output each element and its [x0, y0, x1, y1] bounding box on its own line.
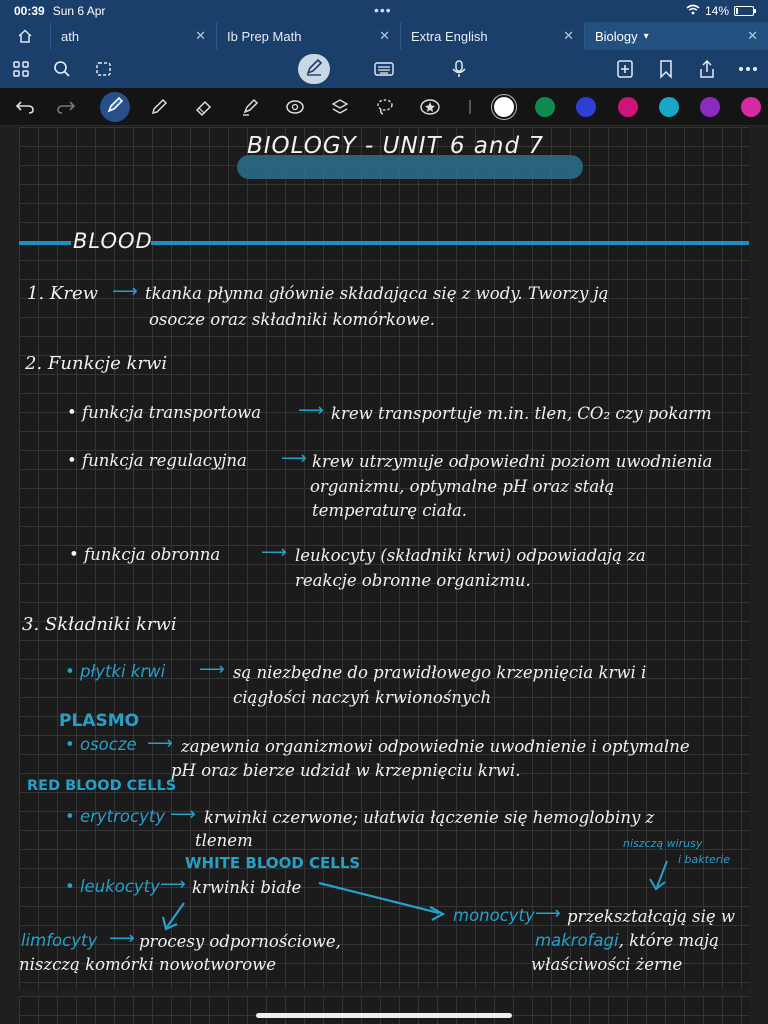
- status-date: Sun 6 Apr: [52, 4, 106, 18]
- bullet-erythrocytes-text-2: tlenem: [195, 831, 253, 850]
- color-swatch-blue[interactable]: [576, 97, 596, 117]
- status-time: 00:39: [14, 4, 45, 18]
- add-page-icon[interactable]: [614, 58, 636, 80]
- monocytes-text-3: , które mają: [618, 931, 719, 950]
- eraser-icon[interactable]: [193, 96, 215, 118]
- arrow-icon: ⟶: [112, 281, 138, 302]
- section-heading: BLOOD: [73, 229, 153, 253]
- arrow-icon: ⟶: [109, 928, 135, 949]
- keyboard-icon[interactable]: [373, 58, 395, 80]
- bullet-leukocytes-text: krwinki białe: [192, 878, 302, 897]
- multitasking-dots-icon[interactable]: •••: [374, 2, 392, 18]
- monocytes-text: przekształcają się w: [567, 907, 736, 926]
- sticker-icon[interactable]: [419, 96, 441, 118]
- tab-bar: [0, 22, 768, 50]
- highlighter-icon[interactable]: [239, 96, 261, 118]
- app-toolbar: [0, 50, 768, 88]
- battery-fill: [736, 8, 738, 14]
- annotation-destroys-2: i bakterie: [678, 853, 731, 866]
- tab-ib-prep-math[interactable]: [216, 22, 400, 50]
- toolbar-divider: [469, 100, 471, 114]
- color-swatch-pink[interactable]: [741, 97, 761, 117]
- arrow-icon: ⟶: [281, 448, 307, 469]
- search-icon[interactable]: [51, 58, 73, 80]
- label-plasmo: PLASMO: [59, 711, 140, 731]
- arrow-icon: ⟶: [170, 804, 196, 825]
- point-1-label: 1. Krew: [27, 283, 99, 304]
- lasso-icon[interactable]: [374, 96, 396, 118]
- point-2-label: 2. Funkcje krwi: [25, 353, 168, 374]
- close-icon[interactable]: ✕: [195, 28, 206, 43]
- microphone-icon[interactable]: [448, 58, 470, 80]
- note-page[interactable]: [19, 127, 749, 989]
- drawing-tools: [0, 88, 768, 126]
- close-icon[interactable]: ✕: [379, 28, 390, 43]
- label-monocytes: monocyty: [453, 906, 535, 925]
- tab-math[interactable]: [50, 22, 216, 50]
- battery-icon: [734, 6, 754, 16]
- grid-view-icon[interactable]: [10, 58, 32, 80]
- color-swatch-purple[interactable]: [700, 97, 720, 117]
- tab-label: Biology: [595, 28, 638, 44]
- bullet-platelets-label: • płytki krwi: [65, 662, 166, 681]
- pencil-icon[interactable]: [148, 96, 170, 118]
- pen-mode-button[interactable]: [298, 54, 330, 84]
- arrow-icon: ⟶: [535, 903, 561, 924]
- color-swatch-green[interactable]: [535, 97, 555, 117]
- tab-label: Extra English: [411, 28, 488, 44]
- label-lymphocytes: limfocyty: [21, 931, 98, 950]
- next-note-page[interactable]: [19, 996, 749, 1024]
- bullet-transport-text: krew transportuje m.in. tlen, CO₂ czy pokarm: [331, 404, 712, 423]
- bullet-regulation-text: krew utrzymuje odpowiedni poziom uwodnienia: [312, 452, 713, 471]
- bullet-regulation-label: • funkcja regulacyjna: [67, 451, 247, 470]
- label-white-blood-cells: WHITE BLOOD CELLS: [185, 854, 361, 872]
- chevron-down-icon[interactable]: ▾: [643, 30, 649, 42]
- monocytes-text-4: właściwości żerne: [531, 955, 683, 974]
- pen-icon: [304, 57, 324, 82]
- lasso-select-icon[interactable]: [93, 58, 115, 80]
- shapes-icon[interactable]: [284, 96, 306, 118]
- battery-percent: 14%: [704, 4, 729, 18]
- arrow-icon: ⟶: [160, 874, 186, 895]
- arrow-icon: ⟶: [261, 542, 287, 563]
- label-macrophages: makrofagi: [535, 931, 619, 950]
- share-icon[interactable]: [696, 58, 718, 80]
- label-red-blood-cells: RED BLOOD CELLS: [27, 778, 177, 794]
- undo-icon[interactable]: [14, 96, 36, 118]
- pen-tool-button[interactable]: [100, 92, 130, 122]
- tab-biology[interactable]: [584, 22, 768, 50]
- bullet-leukocytes-label: • leukocyty: [65, 877, 160, 896]
- monocytes-text-2: [535, 931, 719, 951]
- tab-label: ath: [61, 28, 80, 44]
- redo-icon[interactable]: [55, 96, 77, 118]
- point-1-text-2: osocze oraz składniki komórkowe.: [149, 310, 435, 329]
- wifi-icon: [686, 4, 700, 18]
- bullet-defense-label: • funkcja obronna: [69, 545, 221, 564]
- color-swatch-magenta[interactable]: [618, 97, 638, 117]
- bullet-plasma-text-2: pH oraz bierze udział w krzepnięciu krwi.: [171, 761, 521, 780]
- bullet-platelets-text-2: ciągłości naczyń krwionośnych: [233, 688, 492, 707]
- point-3-label: 3. Składniki krwi: [22, 614, 177, 635]
- lymphocytes-text: procesy odpornościowe,: [139, 932, 341, 951]
- connector-arrows: [19, 127, 749, 989]
- tab-label: Ib Prep Math: [227, 28, 302, 44]
- color-swatch-cyan[interactable]: [659, 97, 679, 117]
- page-title: BIOLOGY - UNIT 6 and 7: [247, 133, 545, 159]
- arrow-icon: ⟶: [199, 659, 225, 680]
- bookmark-icon[interactable]: [655, 58, 677, 80]
- bullet-transport-label: • funkcja transportowa: [67, 403, 262, 422]
- bullet-plasma-text: zapewnia organizmowi odpowiednie uwodnienie i optymalne: [181, 737, 690, 756]
- bullet-regulation-text-3: temperaturę ciała.: [312, 501, 468, 520]
- bullet-plasma-label: • osocze: [65, 735, 137, 754]
- close-icon[interactable]: ✕: [563, 28, 574, 43]
- bullet-erythrocytes-text: krwinki czerwone; ułatwia łączenie się hemoglobiny z: [204, 808, 655, 827]
- color-swatch-white[interactable]: [494, 97, 514, 117]
- annotation-destroys-1: niszczą wirusy: [623, 837, 703, 850]
- bullet-erythrocytes-label: • erytrocyty: [65, 807, 166, 826]
- home-indicator[interactable]: [256, 1013, 512, 1018]
- home-icon[interactable]: [0, 22, 50, 50]
- pen-icon: [105, 95, 125, 120]
- arrow-icon: ⟶: [298, 400, 324, 421]
- bullet-defense-text-2: reakcje obronne organizmu.: [295, 571, 531, 590]
- bullet-platelets-text: są niezbędne do prawidłowego krzepnięcia krwi i: [233, 663, 647, 682]
- bullet-regulation-text-2: organizmu, optymalne pH oraz stałą: [310, 477, 615, 496]
- arrow-icon: ⟶: [147, 733, 173, 754]
- status-bar: [0, 0, 768, 22]
- bullet-defense-text: leukocyty (składniki krwi) odpowiadają za: [295, 546, 646, 565]
- close-icon[interactable]: ✕: [747, 28, 758, 43]
- more-icon[interactable]: [737, 58, 759, 80]
- point-1-text: tkanka płynna głównie składająca się z wody. Tworzy ją: [145, 284, 609, 303]
- elements-icon[interactable]: [329, 96, 351, 118]
- lymphocytes-text-2: niszczą komórki nowotworowe: [19, 955, 277, 974]
- tab-extra-english[interactable]: [400, 22, 584, 50]
